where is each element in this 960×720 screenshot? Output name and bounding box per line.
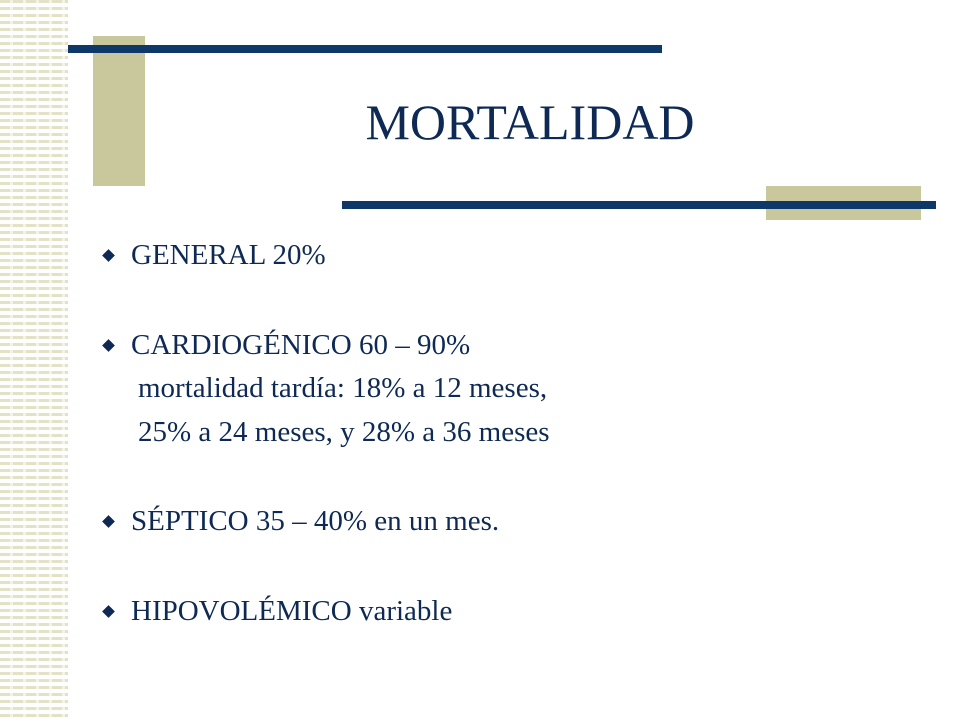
bullet-cardiogenico: [100, 326, 470, 364]
bullet-text: HIPOVOLÉMICO variable: [131, 595, 453, 627]
bullet-text: GENERAL 20%: [131, 239, 326, 271]
diamond-bullet-icon: [102, 339, 115, 352]
bullet-text: SÉPTICO 35 – 40% en un mes.: [131, 505, 500, 537]
bullet-subline: mortalidad tardía: 18% a 12 meses,: [138, 372, 548, 404]
bullet-septico: [100, 502, 499, 540]
slide-title: MORTALIDAD: [365, 94, 695, 150]
diamond-bullet-icon: [102, 515, 115, 528]
bullet-general: [100, 236, 326, 274]
title-rule-bottom: [342, 201, 936, 209]
bullet-subline: 25% a 24 meses, y 28% a 36 meses: [138, 416, 550, 448]
diamond-bullet-icon: [102, 605, 115, 618]
bullet-hipovolemico: [100, 592, 452, 630]
title-rule-top: [68, 45, 662, 53]
diamond-bullet-icon: [102, 249, 115, 262]
bullet-text: CARDIOGÉNICO 60 – 90%: [131, 329, 471, 361]
